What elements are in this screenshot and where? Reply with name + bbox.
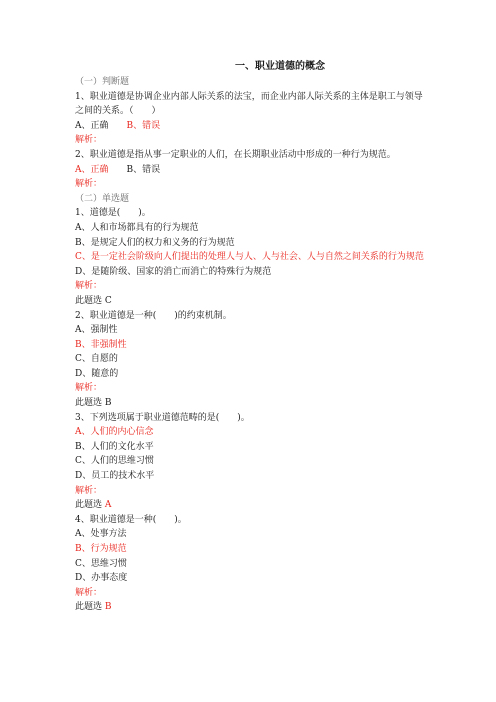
analysis-label: 解析： — [75, 485, 103, 496]
answer-letter: B — [104, 398, 112, 409]
answer-prefix: 此题选 — [75, 398, 105, 409]
option-a: A、人和市场都具有的行为规范 — [75, 222, 199, 233]
answer-prefix: 此题选 — [75, 500, 105, 511]
option-d: D、随意的 — [75, 368, 119, 379]
option-row — [75, 163, 425, 178]
section-heading-single-choice: （二）单选题 — [75, 193, 130, 204]
answer-prefix: 此题选 — [75, 602, 105, 613]
question-stem: 3、下列选项属于职业道德范畴的是( )。 — [75, 412, 250, 423]
option-c: C、自愿的 — [75, 354, 118, 365]
analysis-label: 解析： — [75, 179, 103, 190]
document-body — [75, 60, 425, 615]
option-b-answer: B、错误 — [126, 120, 161, 131]
analysis-label: 解析： — [75, 135, 103, 146]
question-stem: 1、职业道德是协调企业内部人际关系的法宝，而企业内部人际关系的主体是职工与领导之间的关系。（ ） — [75, 91, 423, 117]
answer-line — [75, 396, 425, 411]
question-stem: 1、道德是( )。 — [75, 208, 151, 219]
option-d: D、办事态度 — [75, 573, 128, 584]
answer-line — [75, 600, 425, 615]
question-stem: 4、职业道德是一种( )。 — [75, 514, 187, 525]
answer-line — [75, 498, 425, 513]
analysis-label: 解析： — [75, 587, 103, 598]
analysis-label: 解析： — [75, 281, 103, 292]
answer-letter: B — [104, 602, 112, 613]
option-d: D、是随阶级、国家的消亡而消亡的特殊行为规范 — [75, 266, 272, 277]
option-c: C、思维习惯 — [75, 558, 127, 569]
option-b: B、是规定人们的权力和义务的行为规范 — [75, 237, 235, 248]
answer-line: 此题选 C — [75, 295, 112, 306]
option-c: C、人们的思维习惯 — [75, 456, 154, 467]
option-a: A、处事方法 — [75, 529, 127, 540]
option-a: A、强制性 — [75, 325, 118, 336]
option-b-answer: B、行为规范 — [75, 544, 127, 554]
section-heading-judgment: （一）判断题 — [75, 77, 130, 87]
option-a-answer: A、正确 — [75, 164, 109, 175]
option-row — [75, 119, 425, 134]
option-b: B、错误 — [126, 164, 161, 175]
option-d: D、员工的技术水平 — [75, 471, 155, 482]
answer-letter: A — [104, 500, 112, 511]
option-a: A、正确 — [75, 120, 109, 131]
page-title: 一、职业道德的概念 — [235, 61, 325, 72]
option-b: B、人们的文化水平 — [75, 441, 154, 452]
question-stem: 2、职业道德是指从事一定职业的人们，在长期职业活动中形成的一种行为规范。 — [75, 149, 396, 160]
analysis-label: 解析： — [75, 383, 103, 394]
option-b-answer: B、非强制性 — [75, 339, 127, 350]
option-a-answer: A、人们的内心信念 — [75, 427, 154, 438]
option-c-answer: C、是一定社会阶级向人们提出的处理人与人、人与社会、人与自然之间关系的行为规范 — [75, 252, 424, 263]
question-stem: 2、职业道德是一种( )的约束机制。 — [75, 310, 232, 321]
